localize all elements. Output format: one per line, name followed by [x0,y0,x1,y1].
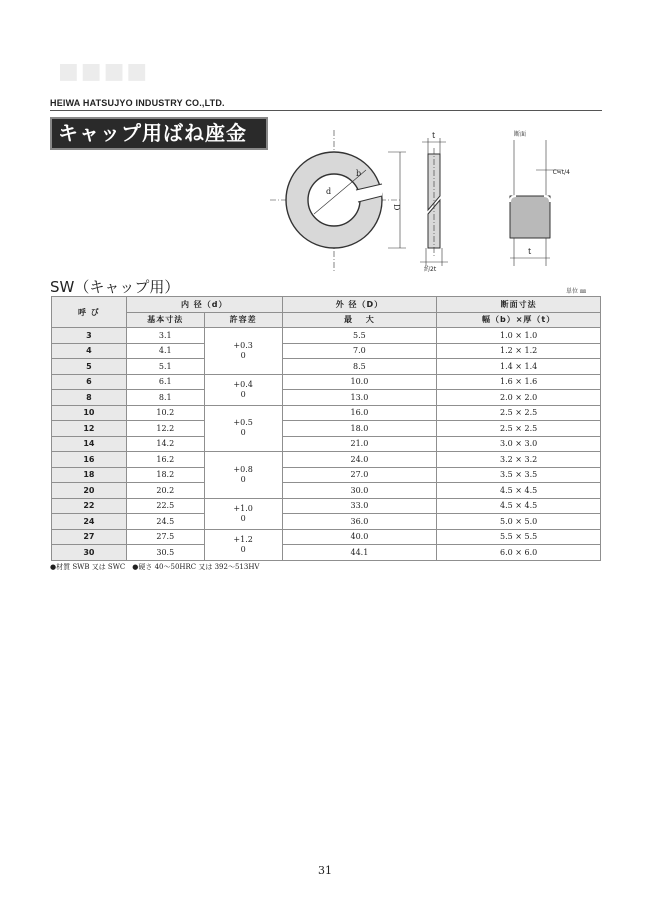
table-row [52,390,601,406]
unit-label: 単位 ㎜ [566,288,586,295]
label-t-section: t [528,247,532,256]
cell-outer-max: 30.0 [282,483,437,499]
washer-front-view [270,130,400,272]
tol-plus: +0.3 [233,340,253,350]
table-row [52,545,601,561]
table-row [52,343,601,359]
table-row [52,421,601,437]
label-section: 断面 [514,131,527,138]
cell-section: 3.5 × 3.5 [437,467,601,483]
cell-inner-tol [204,452,282,499]
table-row [52,359,601,375]
tol-plus: +0.8 [233,464,253,474]
label-d: d [326,187,332,196]
table-row [52,514,601,530]
cell-outer-max: 36.0 [282,514,437,530]
tol-plus: +0.4 [233,379,253,389]
table-row [52,436,601,452]
spec-table-body [52,328,601,561]
cell-inner-basic: 18.2 [126,467,204,483]
label-c: C≒t/4 [552,169,570,176]
tol-minus: 0 [240,428,246,438]
cell-nominal: 16 [52,452,127,468]
cell-inner-basic: 27.5 [126,529,204,545]
cell-nominal: 24 [52,514,127,530]
cell-inner-basic: 30.5 [126,545,204,561]
cell-section: 1.2 × 1.2 [437,343,601,359]
cell-inner-basic: 20.2 [126,483,204,499]
table-row [52,529,601,545]
cell-outer-max: 18.0 [282,421,437,437]
cell-inner-basic: 10.2 [126,405,204,421]
cell-nominal: 22 [52,498,127,514]
cell-inner-basic: 12.2 [126,421,204,437]
washer-diagram [270,124,570,272]
cell-outer-max: 44.1 [282,545,437,561]
cell-outer-max: 21.0 [282,436,437,452]
cell-nominal: 30 [52,545,127,561]
tol-minus: 0 [240,513,246,523]
header-row-2 [52,312,601,328]
cell-nominal: 12 [52,421,127,437]
cell-outer-max: 16.0 [282,405,437,421]
cell-outer-max: 24.0 [282,452,437,468]
cell-section: 2.5 × 2.5 [437,421,601,437]
label-t-side: t [432,131,436,140]
header-nominal: 呼 び [52,297,127,328]
company-name: HEIWA HATSUJYO INDUSTRY CO.,LTD. [50,98,225,108]
cell-outer-max: 27.0 [282,467,437,483]
cell-nominal: 8 [52,390,127,406]
tol-minus: 0 [240,474,246,484]
cell-nominal: 6 [52,374,127,390]
cell-section: 1.6 × 1.6 [437,374,601,390]
cell-inner-tol [204,529,282,560]
tol-minus: 0 [240,389,246,399]
cell-section: 5.5 × 5.5 [437,529,601,545]
header-section-sub: 幅（b）×厚（t） [437,312,601,328]
cell-outer-max: 40.0 [282,529,437,545]
cell-nominal: 5 [52,359,127,375]
cell-nominal: 10 [52,405,127,421]
header-outer: 外 径（D） [282,297,437,313]
cell-inner-basic: 16.2 [126,452,204,468]
material-notes: ●材質 SWB 又は SWC ●硬さ 40～50HRC 又は 392～513HV [50,563,260,571]
faded-header-logo: ■■■■ [58,58,150,84]
header-row-1 [52,297,601,313]
cell-section: 6.0 × 6.0 [437,545,601,561]
cell-section: 5.0 × 5.0 [437,514,601,530]
cell-inner-basic: 8.1 [126,390,204,406]
label-b: b [356,169,362,178]
cell-section: 1.0 × 1.0 [437,328,601,344]
header-rule [50,110,602,111]
header-section: 断面寸法 [437,297,601,313]
cell-inner-tol [204,498,282,529]
cell-nominal: 14 [52,436,127,452]
cell-outer-max: 33.0 [282,498,437,514]
cell-section: 4.5 × 4.5 [437,498,601,514]
washer-side-view [428,148,440,256]
header-inner-basic: 基本寸法 [126,312,204,328]
cell-section: 1.4 × 1.4 [437,359,601,375]
cell-section: 4.5 × 4.5 [437,483,601,499]
tol-plus: +1.0 [233,503,253,513]
table-row [52,483,601,499]
series-title: SW（キャップ用） [50,278,180,296]
table-row [52,498,601,514]
cell-inner-basic: 24.5 [126,514,204,530]
cell-nominal: 18 [52,467,127,483]
tol-minus: 0 [240,350,246,360]
page-title: キャップ用ばね座金 [50,117,268,150]
cell-section: 3.0 × 3.0 [437,436,601,452]
tol-minus: 0 [240,544,246,554]
cross-section [510,140,562,266]
cell-inner-tol [204,405,282,452]
cell-inner-basic: 6.1 [126,374,204,390]
cell-outer-max: 10.0 [282,374,437,390]
cell-nominal: 27 [52,529,127,545]
table-row [52,328,601,344]
spec-table [51,296,601,561]
cell-inner-basic: 4.1 [126,343,204,359]
cell-inner-basic: 14.2 [126,436,204,452]
label-D: D [392,204,401,211]
table-row [52,374,601,390]
cell-nominal: 20 [52,483,127,499]
table-row [52,452,601,468]
cell-section: 3.2 × 3.2 [437,452,601,468]
cell-nominal: 3 [52,328,127,344]
cell-inner-basic: 22.5 [126,498,204,514]
cell-outer-max: 13.0 [282,390,437,406]
cell-outer-max: 7.0 [282,343,437,359]
cell-inner-basic: 3.1 [126,328,204,344]
table-row [52,467,601,483]
header-inner-tol: 許容差 [204,312,282,328]
tol-plus: +0.5 [233,418,253,428]
page-number: 31 [318,864,332,877]
cell-inner-basic: 5.1 [126,359,204,375]
label-wrap: 約2t [424,266,437,272]
tol-plus: +1.2 [233,534,253,544]
cell-nominal: 4 [52,343,127,359]
table-row [52,405,601,421]
cell-inner-tol [204,374,282,405]
cell-section: 2.0 × 2.0 [437,390,601,406]
header-inner: 内 径（d） [126,297,282,313]
header-outer-max: 最 大 [282,312,437,328]
cell-outer-max: 5.5 [282,328,437,344]
cell-outer-max: 8.5 [282,359,437,375]
cell-inner-tol [204,328,282,375]
cell-section: 2.5 × 2.5 [437,405,601,421]
